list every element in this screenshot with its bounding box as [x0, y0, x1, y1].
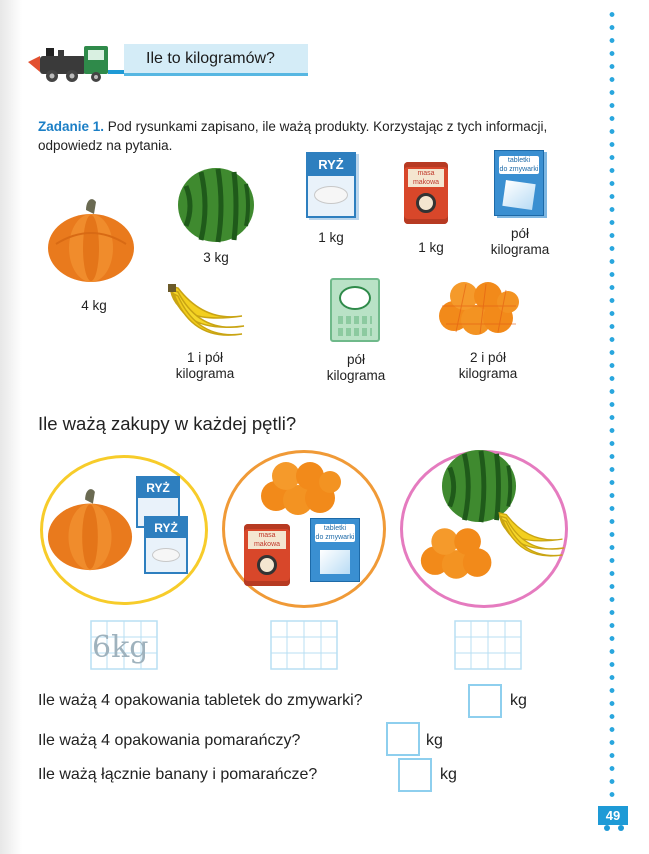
train-icon — [28, 40, 128, 84]
poppy-can-label-2: makowa — [412, 179, 440, 186]
egg-carton-image — [330, 278, 380, 342]
dishwasher-tablets-image: tabletki do zmywarki — [310, 518, 360, 582]
page-shadow — [0, 0, 22, 854]
page-number: 49 — [598, 806, 628, 825]
tablets-label-1: tabletki — [507, 157, 531, 164]
answer-grid-1-text: 6kg — [92, 630, 149, 665]
oranges-net-image — [418, 526, 500, 580]
topic-header — [28, 36, 288, 86]
pumpkin-weight: 4 kg — [81, 298, 107, 313]
bananas-image — [494, 508, 566, 558]
tablets-label-2: do zmywarki — [499, 166, 539, 173]
oranges-weight: 2 i pół kilograma — [458, 350, 518, 381]
rice-box-image: RYŻ — [144, 516, 188, 574]
oranges-net-image — [258, 460, 344, 516]
dotted-margin-line — [608, 8, 616, 798]
bananas-image — [164, 282, 246, 336]
bananas-weight: 1 i pół kilograma — [175, 350, 235, 381]
poppy-can-label-1: masa — [417, 170, 435, 177]
answer-grid-3[interactable] — [454, 620, 522, 670]
rice-box-label: RYŻ — [308, 154, 354, 176]
oranges-net-image — [436, 280, 522, 336]
dishwasher-tablets-image — [494, 150, 544, 216]
unit-3: kg — [440, 766, 457, 783]
eggs-weight: pół kilograma — [326, 352, 386, 383]
poppy-can-weight: 1 kg — [418, 240, 444, 255]
watermelon-image — [176, 166, 256, 244]
pumpkin-image — [46, 484, 134, 574]
answer-grid-2[interactable] — [270, 620, 338, 670]
topic-banner — [124, 44, 308, 76]
answer-box-1[interactable] — [468, 684, 502, 718]
poppy-can-image: masa makowa — [244, 524, 290, 586]
question-3: Ile ważą łącznie banany i pomarańcze? — [38, 766, 318, 783]
topic-title: Ile to kilogramów? — [146, 50, 275, 67]
pumpkin-image — [46, 196, 136, 284]
answer-grid-1[interactable] — [90, 620, 158, 670]
rice-box-image: RYŻ — [136, 476, 180, 528]
rice-box-image — [306, 152, 356, 218]
tablets-weight: pół kilograma — [490, 226, 550, 257]
page-number-wheels — [602, 825, 626, 831]
watermelon-weight: 3 kg — [203, 250, 229, 265]
answer-box-3[interactable] — [398, 758, 432, 792]
answer-box-2[interactable] — [386, 722, 420, 756]
poppy-can-image — [404, 162, 448, 224]
question-1: Ile ważą 4 opakowania tabletek do zmywarki? — [38, 692, 363, 709]
unit-2: kg — [426, 732, 443, 749]
unit-1: kg — [510, 692, 527, 709]
rice-weight: 1 kg — [318, 230, 344, 245]
loops-question: Ile ważą zakupy w każdej pętli? — [38, 413, 297, 434]
task-label: Zadanie 1. — [38, 119, 105, 134]
question-2: Ile ważą 4 opakowania pomarańczy? — [38, 732, 301, 749]
task-text: Pod rysunkami zapisano, ile ważą produkty. Korzystając z tych informacji, odpowiedz na pytania. — [38, 119, 548, 153]
